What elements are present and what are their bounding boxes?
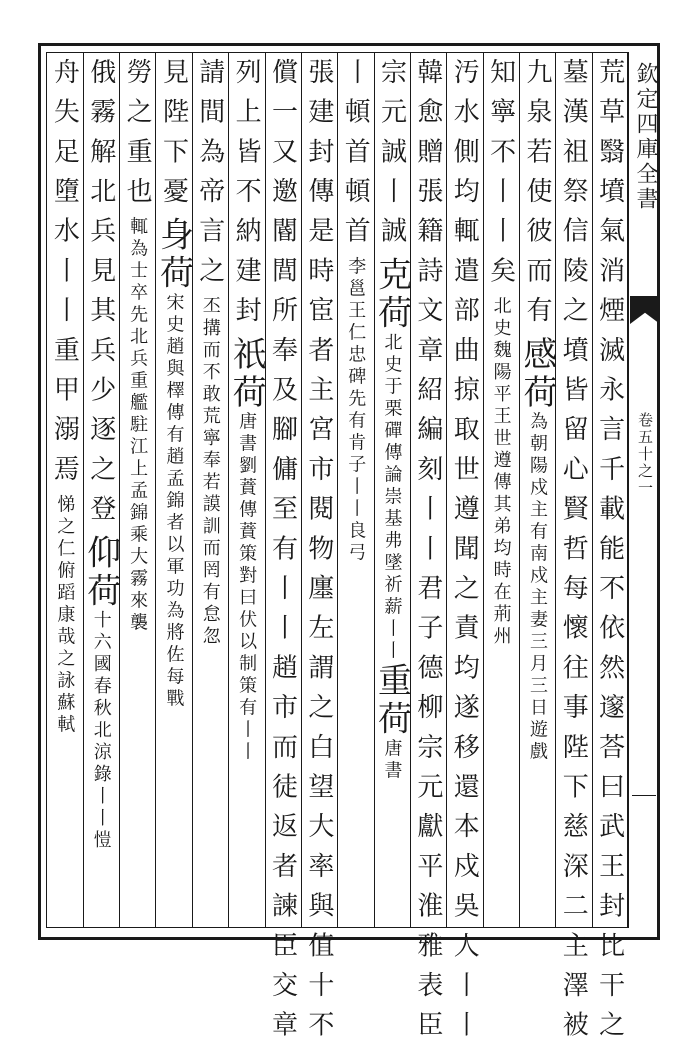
annotation-text: 為朝陽戍主有南戍主妻三月三日遊戲: [526, 411, 548, 764]
body-text: 墓漢祖祭信陵之墳皆留心賢哲每懷往事陛下慈深二主澤被: [558, 58, 589, 1051]
annotation-text: 唐書: [381, 738, 403, 783]
text-column: [481, 58, 521, 648]
text-column: [117, 58, 157, 635]
entry-heading: 重荷: [371, 662, 412, 739]
annotation-text: 十六國春秋北涼錄丨丨愷: [90, 610, 112, 853]
text-column: [335, 58, 375, 565]
text-column: [553, 58, 593, 1051]
entry-heading: 祇荷: [226, 335, 267, 412]
entry-heading: 身荷: [153, 216, 194, 293]
body-text: 知寧不丨丨矣: [485, 58, 516, 297]
text-column: [44, 58, 84, 737]
body-text: 丨頓首頓首: [340, 58, 371, 257]
book-title: 欽定四庫全書: [633, 62, 658, 212]
body-text: 請間為帝言之: [194, 58, 225, 297]
text-column: [263, 58, 303, 1051]
body-text: 償一又邀閽閭所奉及腳傭至有丨丨趙市而徒返者諫臣交章: [267, 58, 298, 1051]
annotation-text: 北史于栗磾傳論崇基弗墜祈薪丨丨: [381, 332, 403, 663]
annotation-text: 丕搆而不敢荒寧奉若謨訓而罔有怠忽: [199, 296, 221, 649]
body-text: 見陛下憂: [158, 58, 189, 217]
body-text: 張建封傳是時宦者主宮市閱物廛左謂之白望大率與值十不: [303, 58, 334, 1051]
annotation-text: 唐書劉蕡傳蕡策對曰伏以制策有丨丨: [236, 411, 258, 764]
text-column: [226, 58, 266, 764]
text-column: [190, 58, 230, 648]
entry-heading: 感荷: [516, 335, 557, 412]
text-column: [517, 58, 557, 764]
body-text: 勞之重也: [122, 58, 153, 217]
body-text: 列上皆不納建封: [231, 58, 262, 336]
band-rule-mark: [632, 795, 656, 796]
body-text: 荒草翳墳氣消煙滅永言千載能不依然邃荅曰武王封比干之: [594, 58, 625, 1051]
body-text: 俄霧解北兵見其兵少逐之登: [85, 58, 116, 535]
annotation-text: 宋史趙與檡傳有趙孟錦者以軍功為將佐每戰: [163, 292, 185, 711]
entry-heading: 克荷: [371, 256, 412, 333]
body-text: 九泉若使彼而有: [521, 58, 552, 336]
text-column: [299, 58, 339, 1051]
body-text: 舟失足墮水丨丨重甲溺焉: [49, 58, 80, 495]
text-column: [408, 58, 448, 1051]
annotation-text: 輒為士卒先北兵重艦駐江上孟錦乘大霧來襲: [127, 216, 149, 635]
annotation-text: 北史魏陽平王世遵傳其弟均時在荊州: [490, 296, 512, 649]
entry-heading: 仰荷: [80, 534, 121, 611]
volume-label: 卷五十之一: [636, 412, 654, 497]
body-text: 韓愈贈張籍詩文章紹編刻丨丨君子德柳宗元獻平淮雅表臣: [412, 58, 443, 1051]
body-text: 汚水側均輒遣部曲掠取世遵聞之責均遂移還本戍吳人丨丨: [449, 58, 480, 1051]
text-column: [444, 58, 484, 1051]
annotation-text: 悌之仁俯蹈康哉之詠蘇軾: [54, 494, 76, 737]
text-column: [372, 58, 412, 783]
text-column: [153, 58, 193, 711]
text-column: [81, 58, 121, 852]
body-text: 宗元誠丨誠: [376, 58, 407, 257]
text-column: [590, 58, 630, 1051]
annotation-text: 李邕王仁忠碑先有肯子丨丨良弓: [345, 256, 367, 565]
